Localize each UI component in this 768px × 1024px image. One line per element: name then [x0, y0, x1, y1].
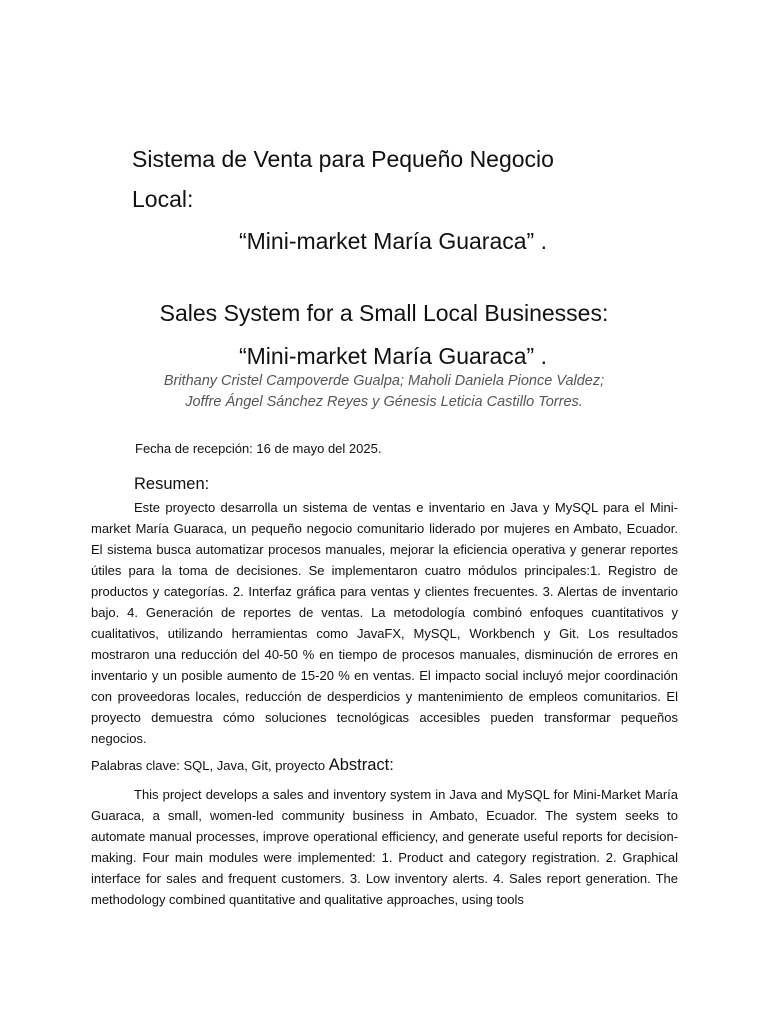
reception-date: Fecha de recepción: 16 de mayo del 2025. [135, 441, 382, 456]
authors-line-1: Brithany Cristel Campoverde Gualpa; Maholi Daniela Pionce Valdez; [163, 373, 605, 389]
title-spanish-line-2: Local: [132, 186, 194, 212]
resumen-heading: Resumen: [134, 475, 210, 493]
title-english: Sales System for a Small Local Businesses: [159, 300, 609, 326]
authors-line-2: Joffre Ángel Sánchez Reyes y Génesis Leticia Castillo Torres. [185, 394, 583, 410]
abstract-body: This project develops a sales and inventory system in Java and MySQL for Mini-Market María Guaraca, a small, women-led community business in Ambato, Ecuador. The system seeks to automate manual processes, improve operational efficiency, and generate useful reports for decision-making. Four main modules were implemented: 1. Product and category registration. 2. Graphical interface for sales and frequent customers. 3. Low inventory alerts. 4. Sales report generation. The methodology combined quantitative and qualitative approaches, using tools [91, 787, 678, 907]
authors-block [0, 371, 768, 413]
keywords-line [91, 753, 394, 778]
subtitle-spanish: “Mini-market María Guaraca” . [238, 228, 547, 254]
subtitle-english: “Mini-market María Guaraca” . [238, 343, 547, 369]
keywords-text: Palabras clave: SQL, Java, Git, proyecto [91, 758, 326, 773]
title-spanish-line-1: Sistema de Venta para Pequeño Negocio [132, 146, 554, 172]
abstract-heading: Abstract: [328, 756, 394, 774]
resumen-body: Este proyecto desarrolla un sistema de ventas e inventario en Java y MySQL para el Mini-market María Guaraca, un pequeño negocio comunitario liderado por mujeres en Ambato, Ecuador. El sistema busca automatizar procesos manuales, mejorar la eficiencia operativa y generar reportes útiles para la toma de decisiones. Se implementaron cuatro módulos principales:1. Registro de productos y categorías. 2. Interfaz gráfica para ventas y clientes frecuentes. 3. Alertas de inventario bajo. 4. Generación de reportes de ventas. La metodología combinó enfoques cuantitativos y cualitativos, utilizando herramientas como JavaFX, MySQL, Workbench y Git. Los resultados mostraron una reducción del 40-50 % en tiempo de procesos manuales, disminución de errores en inventario y un posible aumento de 15-20 % en ventas. El impacto social incluyó mejor coordinación con proveedoras locales, reducción de desperdicios y mantenimiento de empleos comunitarios. El proyecto demuestra cómo soluciones tecnológicas accesibles pueden transformar pequeños negocios. [91, 500, 678, 746]
